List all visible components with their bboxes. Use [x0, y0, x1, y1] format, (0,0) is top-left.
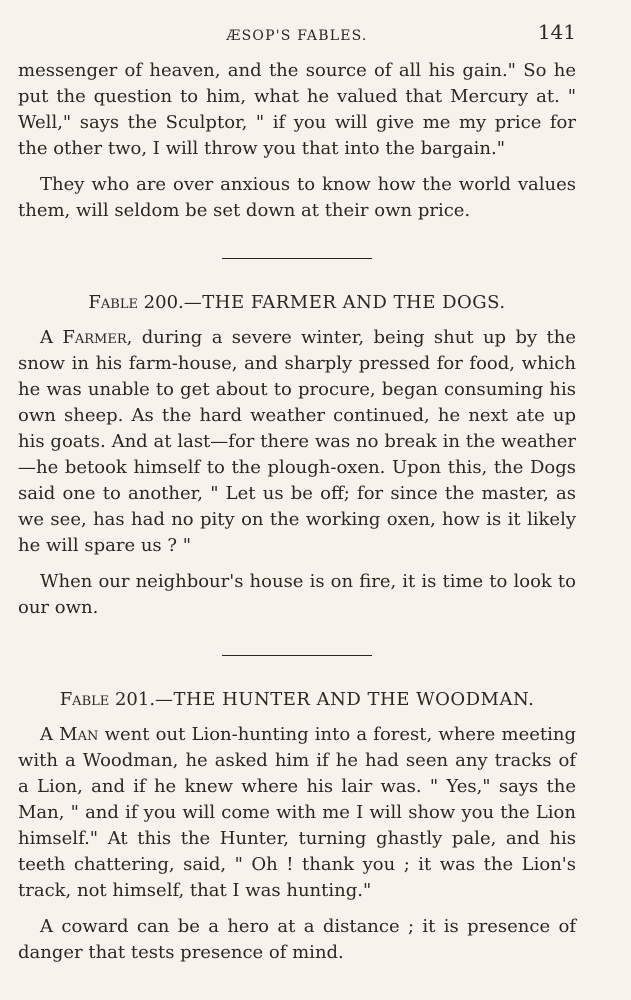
fable-201-moral: A coward can be a hero at a distance ; it is presence of danger that tests presence of mind. — [18, 916, 576, 963]
section-divider — [222, 258, 372, 259]
running-title: ÆSOP'S FABLES. — [226, 28, 368, 44]
fable-201-body — [18, 722, 576, 904]
fable-200-moral: When our neighbour's house is on fire, it is time to look to our own. — [18, 571, 576, 618]
fable-200-body — [18, 325, 576, 559]
previous-fable-moral: They who are over anxious to know how the world values them, will seldom be set down at their own price. — [18, 174, 576, 221]
fable-200-text: during a severe winter, being shut up by the snow in his farm-house, and sharply pressed for food, which he was unable to get about to procure, began consuming his own sheep. As the hard weather continued, he next ate up his goats. And at last—for there was no break in the weather—he betook himself to the plough-oxen. Upon this, the Dogs said one to another, " Let us be off; for since the master, as we see, has had no pity on the working oxen, how is it likely he will spare us ? " — [18, 327, 577, 556]
page-number: 141 — [537, 20, 576, 44]
section-divider — [222, 655, 372, 656]
fable-201-heading — [18, 689, 576, 710]
fable-200-opening: A Farmer, — [40, 327, 133, 348]
fable-201-opening: A Man — [40, 724, 99, 745]
running-header — [18, 18, 576, 58]
book-page — [18, 18, 576, 966]
fable-200-number: Fable 200. — [88, 292, 184, 313]
fable-201-text: went out Lion-hunting into a forest, where meeting with a Woodman, he asked him if he had seen any tracks of a Lion, and if he knew where his lair was. " Yes," says the Man, " and if you will come with me I will show you the Lion himself." At this the Hunter, turning ghastly pale, and his teeth chattering, said, " Oh ! thank you ; it was the Lion's track, not himself, that I was hunting." — [18, 724, 577, 901]
previous-fable-ending: messenger of heaven, and the source of all his gain." So he put the question to him, what he valued that Mercury at. " Well," says the Sculptor, " if you will give me my price for the other two, I will throw you that into the bargain." — [18, 60, 576, 159]
fable-200-heading — [18, 292, 576, 313]
fable-200-title: —THE FARMER AND THE DOGS. — [183, 292, 506, 313]
fable-201-number: Fable 201. — [59, 689, 156, 710]
fable-201-title: —THE HUNTER AND THE WOODMAN. — [155, 689, 535, 710]
